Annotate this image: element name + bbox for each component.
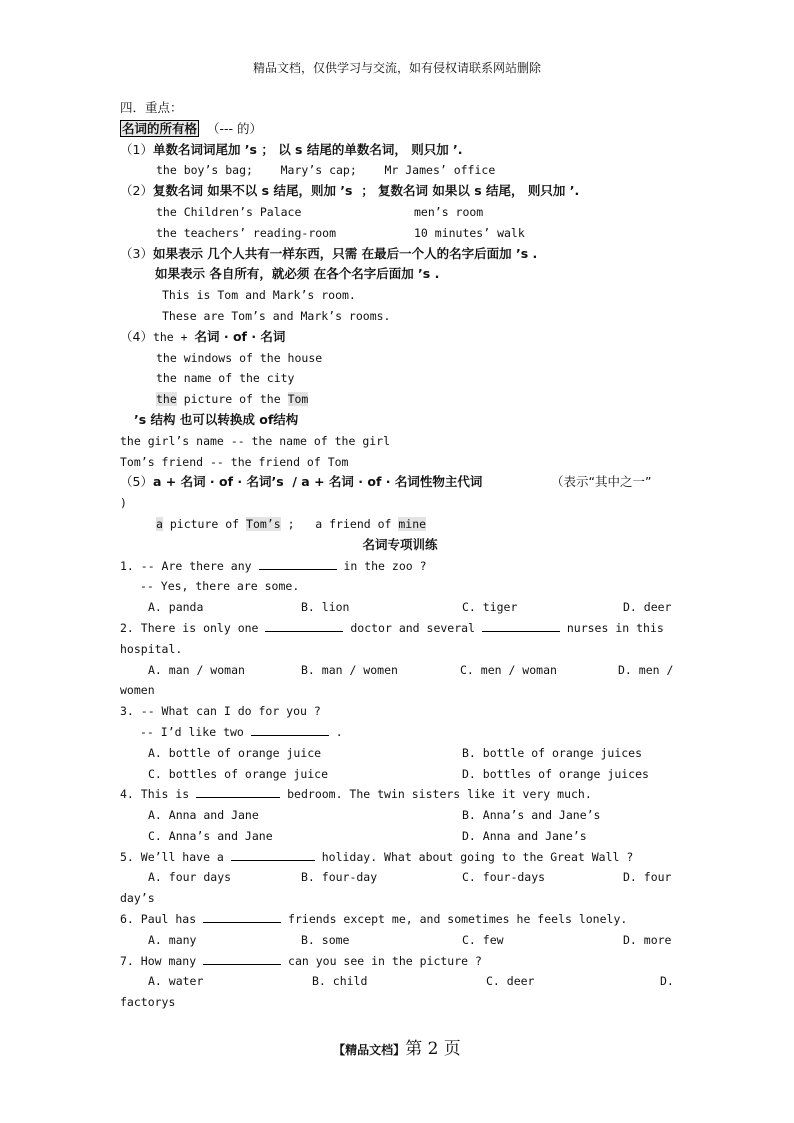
highlighted-word: the	[156, 392, 177, 407]
question-text: -- I’d like two	[140, 724, 244, 739]
rule-text: 单数名词词尾加 ’s ； 以 s 结尾的单数名词， 则只加 ’.	[152, 141, 463, 157]
question-text: nurses in this	[566, 620, 664, 635]
question-3	[120, 701, 680, 722]
option-b[interactable]: B. child	[312, 974, 368, 989]
question-text: doctor and several	[350, 620, 475, 635]
question-text: in the zoo ?	[343, 558, 427, 573]
answer-blank[interactable]	[259, 556, 337, 570]
question-reply: -- Yes, there are some.	[140, 579, 300, 594]
question-text-wrap: hospital.	[120, 641, 183, 656]
rule-text: ’s 结构 也可以转换成 of结构	[134, 411, 299, 427]
options-row	[120, 743, 680, 764]
option-d[interactable]: D. four	[623, 870, 672, 885]
topic-note: （--- 的）	[206, 120, 262, 136]
example-line	[120, 389, 680, 410]
answer-blank[interactable]	[231, 847, 315, 861]
rule-note: （表示“其中之一”	[551, 474, 652, 490]
question-7	[120, 951, 680, 972]
example-line: the boy’s bag; Mary’s cap; Mr James’ office	[156, 163, 496, 178]
page-footer	[0, 1034, 794, 1059]
rule-5	[120, 472, 680, 493]
section-heading: 四．重点：	[120, 100, 183, 115]
example-text: 10 minutes’ walk	[414, 225, 525, 240]
option-wrap: women	[120, 683, 155, 698]
question-2	[120, 618, 680, 639]
topic-line	[120, 119, 680, 140]
option-a[interactable]: A. panda	[148, 600, 204, 615]
option-d[interactable]: D.	[660, 974, 674, 989]
footer-brand: 【精品文档】	[333, 1043, 406, 1057]
rule-3-continued	[120, 264, 680, 285]
answer-blank[interactable]	[203, 909, 281, 923]
example-line: This is Tom and Mark’s room.	[162, 288, 356, 303]
option-a[interactable]: A. water	[148, 974, 204, 989]
option-d[interactable]: D. bottles of orange juices	[462, 766, 649, 781]
example-line: the windows of the house	[156, 350, 323, 365]
options-row	[120, 867, 680, 888]
rule-text: a + 名词 · of · 名词’s / a + 名词 · of · 名词性物主代词	[152, 474, 483, 490]
option-a[interactable]: A. bottle of orange juice	[148, 745, 322, 760]
option-c[interactable]: C. four-days	[462, 870, 546, 885]
page-header: 精品文档，仅供学习与交流，如有侵权请联系网站删除	[252, 61, 541, 75]
option-c[interactable]: C. Anna’s and Jane	[148, 828, 273, 843]
question-text: 7. How many	[120, 953, 197, 968]
rule-3	[120, 244, 680, 265]
option-d[interactable]: D. more	[623, 932, 672, 947]
question-4	[120, 784, 680, 805]
rule-text: 如果表示 几个人共有一样东西，只需 在最后一个人的名字后面加 ’s .	[152, 245, 538, 261]
highlighted-word: mine	[398, 516, 427, 531]
rule-number: （2）	[120, 183, 153, 199]
example-line: These are Tom’s and Mark’s rooms.	[162, 308, 391, 323]
rule-prefix: the +	[152, 329, 195, 344]
option-c[interactable]: C. men / woman	[460, 662, 557, 677]
question-text: 5. We’ll have a	[120, 849, 224, 864]
example-text: ; a friend of	[280, 516, 399, 531]
example-line: the name of the city	[156, 371, 295, 386]
rule-text: 如果表示 各自所有，就必须 在各个名字后面加 ’s .	[155, 266, 440, 282]
rule-4	[120, 327, 680, 348]
options-row	[120, 805, 680, 826]
option-a[interactable]: A. many	[148, 932, 197, 947]
example-text: the Children’s Palace	[156, 204, 302, 219]
rule-5-close: )	[120, 496, 127, 511]
options-row	[120, 764, 680, 785]
question-1	[120, 556, 680, 577]
question-text: 1. -- Are there any	[120, 558, 252, 573]
option-d[interactable]: D. Anna and Jane’s	[462, 828, 587, 843]
question-text: 3. -- What can I do for you ?	[120, 704, 321, 719]
example-line: the girl’s name -- the name of the girl	[120, 433, 391, 448]
option-c[interactable]: C. few	[462, 932, 504, 947]
example-text: men’s room	[414, 204, 484, 219]
exercise-title: 名词专项训练	[362, 536, 438, 552]
option-a[interactable]: A. man / woman	[148, 662, 245, 677]
topic-title: 名词的所有格	[122, 120, 198, 136]
option-a[interactable]: A. four days	[148, 870, 232, 885]
options-row	[120, 597, 680, 618]
question-text: .	[335, 724, 343, 739]
rule-1	[120, 140, 680, 161]
option-b[interactable]: B. bottle of orange juices	[462, 745, 643, 760]
answer-blank[interactable]	[251, 722, 329, 736]
option-b[interactable]: B. lion	[301, 600, 350, 615]
answer-blank[interactable]	[196, 784, 280, 798]
options-row	[120, 660, 680, 681]
option-c[interactable]: C. tiger	[462, 600, 518, 615]
example-line	[120, 514, 680, 535]
question-text: can you see in the picture ?	[288, 953, 482, 968]
example-text: picture of the	[176, 392, 288, 407]
option-b[interactable]: B. four-day	[301, 870, 378, 885]
options-row	[120, 971, 680, 992]
option-wrap: day’s	[120, 891, 155, 906]
option-b[interactable]: B. some	[301, 932, 350, 947]
question-reply	[120, 722, 680, 743]
page-number: 第 2 页	[405, 1039, 461, 1059]
example-line: Tom’s friend -- the friend of Tom	[120, 454, 349, 469]
conversion-rule	[120, 410, 680, 431]
rule-number: （4）	[120, 328, 153, 344]
option-c[interactable]: C. bottles of orange juice	[148, 766, 329, 781]
options-row	[120, 930, 680, 951]
rule-number: （5）	[120, 474, 153, 490]
option-d[interactable]: D. deer	[623, 600, 672, 615]
option-b[interactable]: B. Anna’s and Jane’s	[462, 808, 601, 823]
example-line	[120, 223, 680, 244]
highlighted-word: Tom’s	[246, 516, 281, 531]
options-row	[120, 826, 680, 847]
question-text: bedroom. The twin sisters like it very much.	[287, 787, 592, 802]
answer-blank[interactable]	[265, 618, 343, 632]
question-text: 2. There is only one	[120, 620, 259, 635]
document-body	[120, 98, 680, 1013]
rule-text: 名词 · of · 名词	[194, 328, 286, 344]
example-line	[120, 202, 680, 223]
example-text: picture of	[162, 516, 247, 531]
answer-blank[interactable]	[482, 618, 560, 632]
option-wrap: factorys	[120, 995, 176, 1010]
question-5	[120, 847, 680, 868]
option-d[interactable]: D. men /	[618, 662, 674, 677]
rule-number: （1）	[120, 141, 153, 157]
question-text: friends except me, and sometimes he feels lonely.	[288, 912, 628, 927]
answer-blank[interactable]	[203, 951, 281, 965]
example-text: the teachers’ reading-room	[156, 225, 337, 240]
rule-text: 复数名词 如果不以 s 结尾，则加 ’s ； 复数名词 如果以 s 结尾， 则只加 ’.	[152, 183, 580, 199]
option-a[interactable]: A. Anna and Jane	[148, 808, 259, 823]
option-c[interactable]: C. deer	[486, 974, 535, 989]
question-text: 4. This is	[120, 787, 190, 802]
highlighted-word: Tom	[287, 392, 309, 407]
option-b[interactable]: B. man / women	[301, 662, 398, 677]
question-6	[120, 909, 680, 930]
highlighted-word: a	[156, 516, 163, 531]
rule-2	[120, 181, 680, 202]
rule-number: （3）	[120, 245, 153, 261]
question-text: holiday. What about going to the Great Wall ?	[321, 849, 634, 864]
question-text: 6. Paul has	[120, 912, 197, 927]
